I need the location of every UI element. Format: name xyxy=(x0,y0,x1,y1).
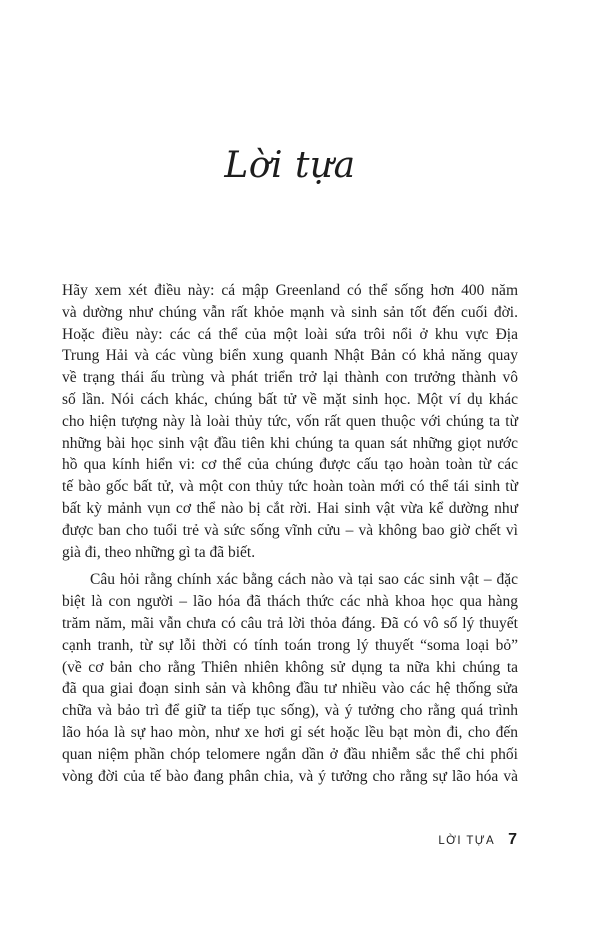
page-title: Lời tựa xyxy=(224,145,356,186)
body-text xyxy=(62,280,518,787)
running-footer xyxy=(438,831,517,849)
text-line: cho hiện tượng này là loài thủy tức, vốn rất quen thuộc với chúng ta từ xyxy=(62,412,518,430)
footer-page-number: 7 xyxy=(508,831,517,848)
text-line: Hoặc điều này: các cá thể của một loài sứa trôi nổi ở khu vực Địa xyxy=(62,325,518,343)
text-line: tế bào gốc bất tử, và một con thủy tức hoàn toàn mới có thể tái sinh từ xyxy=(62,478,518,496)
text-line: hồ qua kính hiển vi: cơ thể của chúng được cấu tạo hoàn toàn từ các xyxy=(62,456,518,474)
text-line: Trung Hải và các vùng biển xung quanh Nhật Bản có khả năng quay xyxy=(62,347,518,365)
text-line: quan niệm phần chóp telomere ngắn dần ở đầu nhiễm sắc thể chi phối xyxy=(62,745,518,763)
footer-section-label: LỜI TỰA xyxy=(438,835,496,847)
text-line: cạnh tranh, từ sự lỗi thời có tính toán trong lý thuyết “soma loại bỏ” xyxy=(62,636,518,654)
paragraph xyxy=(62,569,518,787)
text-line: và dường như chúng vẫn rất khỏe mạnh và sinh sản tốt đến cuối đời. xyxy=(62,303,518,321)
text-line: chữa và bảo trì để giữ ta tiếp tục sống), và ý tưởng cho rằng quá trình xyxy=(62,702,518,720)
text-line: trăm năm, mãi vẫn chưa có câu trả lời thỏa đáng. Đã có vô số lý thuyết xyxy=(62,614,518,632)
text-line: vòng đời của tế bào đang phân chia, và ý tưởng cho rằng sự lão hóa và xyxy=(62,767,518,785)
text-line: những bài học sinh vật đầu tiên khi chúng ta quan sát những giọt nước xyxy=(62,434,518,452)
text-line: đã qua giai đoạn sinh sản và không đầu tư nhiều vào các hệ thống sửa xyxy=(62,680,518,698)
text-line: Hãy xem xét điều này: cá mập Greenland có thể sống hơn 400 năm xyxy=(62,282,518,299)
text-line: già đi, theo những gì ta đã biết. xyxy=(62,543,256,561)
text-line: số lần. Nói cách khác, chúng bất tử về mặt sinh học. Một ví dụ khác xyxy=(62,390,518,408)
text-line: về trạng thái ấu trùng và phát triển trở lại thành con trưởng thành vô xyxy=(62,369,518,387)
paragraph xyxy=(62,280,518,563)
text-line: (về cơ bản cho rằng Thiên nhiên không sử dụng ta nữa khi chúng ta xyxy=(62,658,518,676)
text-line: được ban cho tuổi trẻ và sức sống vĩnh cửu – và không bao giờ chết vì xyxy=(62,521,518,539)
text-line: lão hóa là sự hao mòn, như xe hơi gỉ sét hoặc lều bạt mòn đi, cho đến xyxy=(62,723,518,741)
text-line: Câu hỏi rằng chính xác bằng cách nào và tại sao các sinh vật – đặc xyxy=(90,571,518,589)
text-line: bất kỳ mảnh vụn cơ thể nào bị cắt rời. Hai sinh vật vừa kể dường như xyxy=(62,499,518,517)
text-line: biệt là con người – lão hóa đã thách thức các nhà khoa học qua hàng xyxy=(62,593,518,611)
